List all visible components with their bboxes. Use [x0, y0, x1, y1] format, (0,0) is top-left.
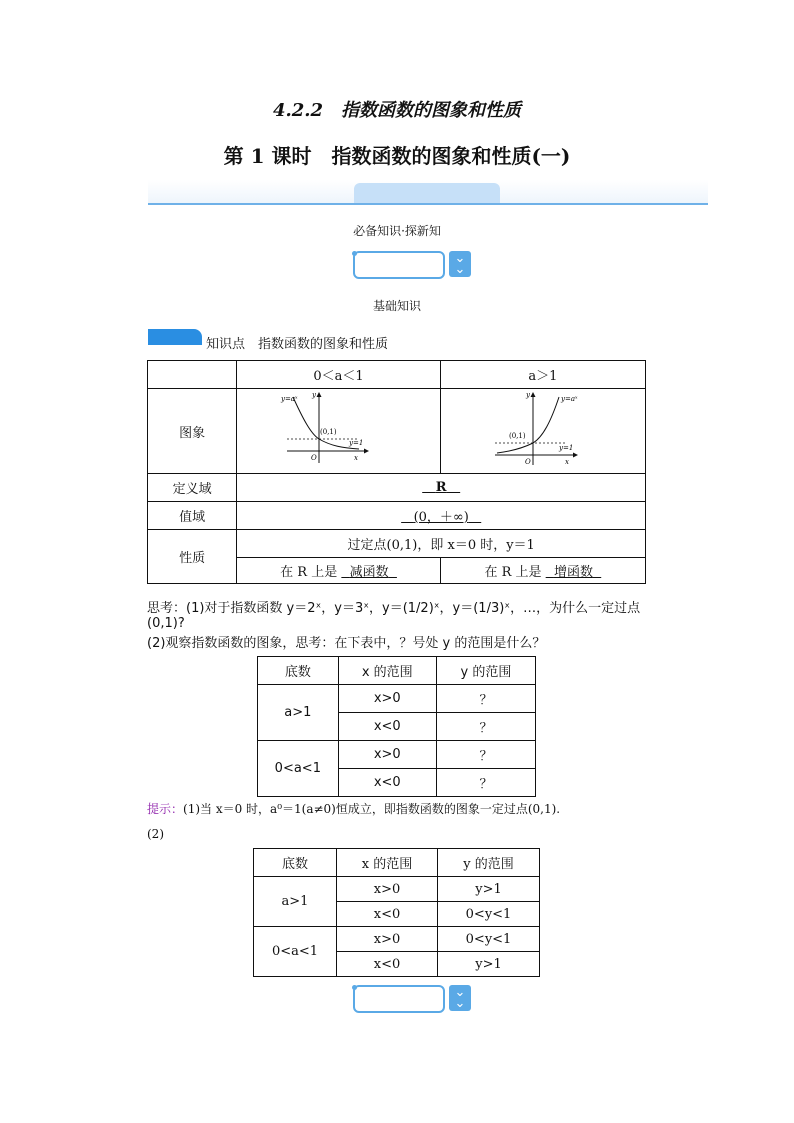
- q-base-large: a>1: [258, 685, 339, 741]
- graph-large-x-label: x: [564, 458, 569, 466]
- graph-small-y-label: y: [311, 391, 316, 399]
- header-small-base: 0＜a＜1: [237, 361, 440, 389]
- row-label-property: 性质: [148, 530, 237, 584]
- exponential-properties-table: [147, 360, 646, 584]
- section-title: 4.2.2 指数函数的图象和性质: [272, 100, 522, 121]
- a-header-y: y 的范围: [438, 849, 540, 877]
- basic-knowledge-label: 基础知识: [372, 299, 421, 313]
- a-x-range: x<0: [337, 902, 438, 927]
- a-x-range: x<0: [337, 952, 438, 977]
- property-large-prefix: 在 R 上是: [484, 565, 542, 580]
- hint-part2-label: (2): [147, 827, 164, 841]
- row-label-graph: 图象: [148, 389, 237, 474]
- q-x-range: x>0: [338, 741, 436, 769]
- range-value-cell: [237, 502, 646, 530]
- a-base-small: 0<a<1: [254, 927, 337, 977]
- a-header-base: 底数: [254, 849, 337, 877]
- section-pill[interactable]: [353, 985, 445, 1013]
- q-y-range: ？: [436, 713, 535, 741]
- banner-divider: [148, 203, 708, 205]
- section-pill[interactable]: [353, 251, 445, 279]
- property-large-cell: [440, 558, 645, 584]
- header-large-base: a＞1: [440, 361, 645, 389]
- graph-small-func-label: y=aˣ: [280, 395, 298, 403]
- row-label-domain: 定义域: [148, 474, 237, 502]
- property-small-value: 减函数: [349, 565, 389, 580]
- a-header-x: x 的范围: [337, 849, 438, 877]
- chevron-down-icon[interactable]: ⌄ ⌄: [449, 251, 471, 277]
- graph-small-point-label: (0,1): [319, 428, 337, 436]
- answer-table: [253, 848, 540, 977]
- banner-tab: [354, 183, 500, 204]
- lesson-title: 第 1 课时 指数函数的图象和性质(一): [223, 144, 571, 168]
- a-x-range: x>0: [337, 877, 438, 902]
- think-question-1: 思考：(1)对于指数函数 y＝2ˣ，y＝3ˣ，y＝(1/2)ˣ，y＝(1/3)ˣ，…，为什么一定过点(0,1)?: [147, 601, 641, 631]
- a-y-range: y>1: [438, 877, 540, 902]
- q-y-range: ？: [436, 769, 535, 797]
- hint-text: (1)当 x＝0 时，a⁰＝1(a≠0)恒成立，即指数函数的图象一定过点(0,1).: [183, 802, 561, 816]
- graph-large-origin-label: O: [524, 458, 531, 466]
- q-header-y: y 的范围: [436, 657, 535, 685]
- a-y-range: 0<y<1: [438, 927, 540, 952]
- knowledge-point-marker: [148, 329, 202, 345]
- pill-dot-icon: [352, 985, 357, 990]
- a-x-range: x>0: [337, 927, 438, 952]
- row-label-range: 值域: [148, 502, 237, 530]
- graph-small-x-label: x: [353, 454, 358, 462]
- graph-small-asymptote-label: y=1: [348, 439, 363, 447]
- graph-small-cell: [237, 389, 440, 474]
- knowledge-point-title: 指数函数的图象和性质: [258, 337, 389, 352]
- q-x-range: x<0: [338, 769, 436, 797]
- domain-value-cell: [237, 474, 646, 502]
- decreasing-exponential-graph: [279, 389, 399, 469]
- a-y-range: y>1: [438, 952, 540, 977]
- a-base-large: a>1: [254, 877, 337, 927]
- graph-large-func-label: y=aˣ: [560, 395, 578, 403]
- graph-large-asymptote-label: y=1: [558, 444, 574, 452]
- fixed-point-cell: 过定点(0,1)，即 x＝0 时，y＝1: [237, 530, 646, 558]
- knowledge-point-heading: [206, 333, 388, 352]
- knowledge-section-label: 必备知识·探新知: [353, 224, 441, 238]
- graph-small-origin-label: O: [310, 454, 317, 462]
- property-large-value: 增函数: [553, 565, 593, 580]
- hint-paragraph: [147, 800, 687, 817]
- graph-large-cell: [440, 389, 645, 474]
- chevron-down-icon[interactable]: ⌄ ⌄: [449, 985, 471, 1011]
- q-y-range: ？: [436, 685, 535, 713]
- q-header-base: 底数: [258, 657, 339, 685]
- header-empty-cell: [148, 361, 237, 389]
- q-header-x: x 的范围: [338, 657, 436, 685]
- question-table: [257, 656, 536, 797]
- range-value: (0，＋∞): [413, 510, 469, 525]
- increasing-exponential-graph: [483, 389, 603, 469]
- think-question-2: (2)观察指数函数的图象，思考：在下表中，？号处 y 的范围是什么？: [147, 636, 546, 651]
- q-x-range: x<0: [338, 713, 436, 741]
- domain-value: R: [435, 480, 447, 495]
- knowledge-point-tag: 知识点: [206, 337, 246, 352]
- q-x-range: x>0: [338, 685, 436, 713]
- graph-large-point-label: (0,1): [508, 432, 526, 440]
- a-y-range: 0<y<1: [438, 902, 540, 927]
- q-y-range: ？: [436, 741, 535, 769]
- q-base-small: 0<a<1: [258, 741, 339, 797]
- property-small-cell: [237, 558, 440, 584]
- pill-dot-icon: [352, 251, 357, 256]
- property-small-prefix: 在 R 上是: [280, 565, 338, 580]
- hint-label: 提示：: [147, 802, 184, 816]
- graph-large-y-label: y: [525, 391, 530, 399]
